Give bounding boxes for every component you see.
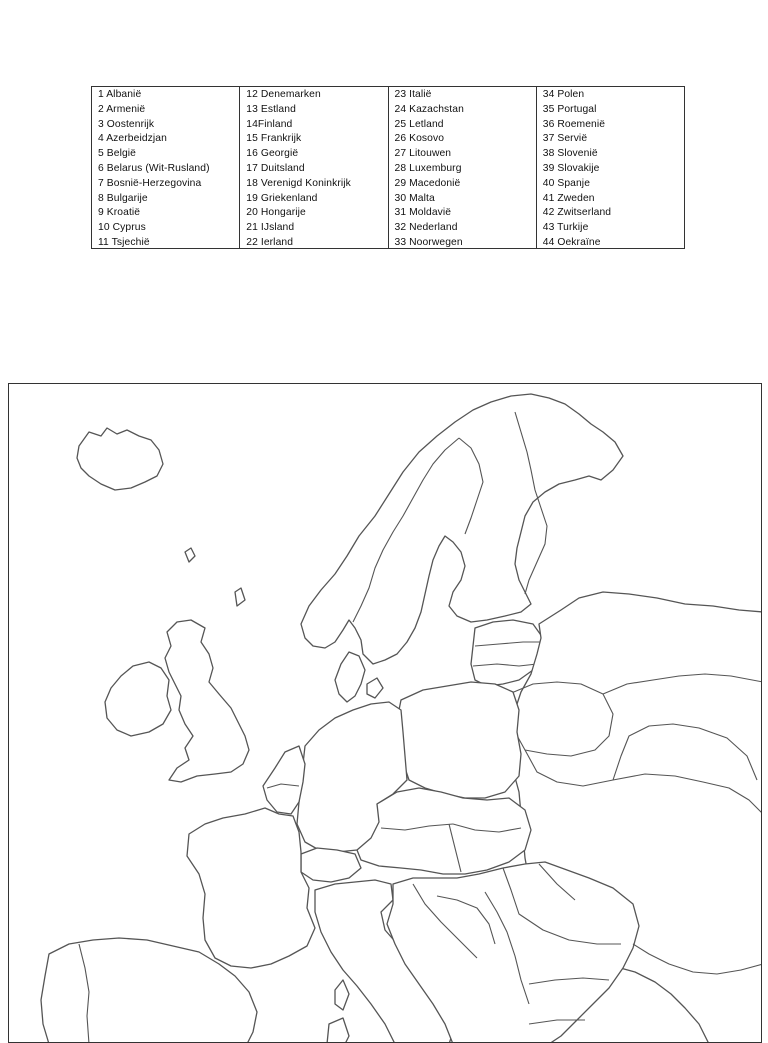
legend-item: 40 Spanje <box>542 177 591 189</box>
legend-item: 22 Ierland <box>246 236 294 248</box>
legend-item: 20 Hongarije <box>246 207 306 219</box>
legend-item: 8 Bulgarije <box>98 192 148 204</box>
legend-item: 34 Polen <box>542 89 585 100</box>
legend-item: 36 Roemenië <box>542 118 606 130</box>
legend-item: 44 Oekraïne <box>542 236 601 248</box>
sardinia-shape <box>327 1018 349 1043</box>
legend-item: 32 Nederland <box>394 222 458 234</box>
legend-item: 29 Macedonië <box>394 177 461 189</box>
legend-item: 42 Zwitserland <box>542 207 612 219</box>
france-shape <box>187 808 315 968</box>
legend-item: 41 Zweden <box>542 192 595 204</box>
legend-item: 7 Bosnië-Herzegovina <box>98 177 202 189</box>
legend-item: 18 Verenigd Koninkrijk <box>246 177 351 189</box>
legend-item: 24 Kazachstan <box>394 103 464 115</box>
legend-column-3 <box>389 87 537 248</box>
legend-item: 17 Duitsland <box>246 162 305 174</box>
legend-item: 2 Armenië <box>98 103 146 115</box>
legend-column-1 <box>92 87 240 248</box>
great-britain-shape <box>165 620 249 782</box>
legend-item: 11 Tsjechië <box>98 236 150 248</box>
legend-item: 28 Luxemburg <box>394 162 462 174</box>
legend-item: 4 Azerbeidzjan <box>98 133 167 145</box>
europe-map-svg <box>9 384 762 1043</box>
ireland-shape <box>105 662 171 736</box>
legend-item: 27 Litouwen <box>394 148 452 160</box>
legend-item: 31 Moldavië <box>394 207 452 219</box>
legend-item: 12 Denemarken <box>246 89 321 100</box>
legend-item: 43 Turkije <box>542 222 589 234</box>
poland-shape <box>397 682 521 798</box>
legend-item: 21 IJsland <box>246 222 295 234</box>
zealand-shape <box>367 678 383 698</box>
legend-item: 37 Servië <box>542 133 588 145</box>
legend-item: 19 Griekenland <box>246 192 318 204</box>
legend-item: 15 Frankrijk <box>246 133 302 145</box>
corsica-shape <box>335 980 349 1010</box>
legend-item: 35 Portugal <box>542 103 597 115</box>
legend-item: 14Finland <box>246 118 293 130</box>
switzerland-shape <box>301 848 361 882</box>
legend-item: 3 Oostenrijk <box>98 118 155 130</box>
denmark-shape <box>335 652 365 702</box>
legend-column-2 <box>240 87 388 248</box>
legend-item: 23 Italië <box>394 89 432 100</box>
europe-outline-map <box>8 383 762 1043</box>
legend-item: 9 Kroatië <box>98 207 141 219</box>
shetland-shape <box>235 588 245 606</box>
iceland-shape <box>77 428 163 490</box>
legend-item: 26 Kosovo <box>394 133 445 145</box>
legend-item: 1 Albanië <box>98 89 142 100</box>
legend-item: 13 Estland <box>246 103 296 115</box>
country-legend-table <box>91 86 685 249</box>
legend-item: 30 Malta <box>394 192 435 204</box>
legend-item: 6 Belarus (Wit-Rusland) <box>98 162 210 174</box>
legend-item: 33 Noorwegen <box>394 236 463 248</box>
legend-column-4 <box>537 87 684 248</box>
legend-item: 5 België <box>98 148 137 160</box>
legend-item: 39 Slovakije <box>542 162 600 174</box>
legend-item: 25 Letland <box>394 118 444 130</box>
legend-item: 16 Georgië <box>246 148 299 160</box>
faroe-islands-shape <box>185 548 195 562</box>
legend-item: 10 Cyprus <box>98 222 146 234</box>
legend-item: 38 Slovenië <box>542 148 598 160</box>
